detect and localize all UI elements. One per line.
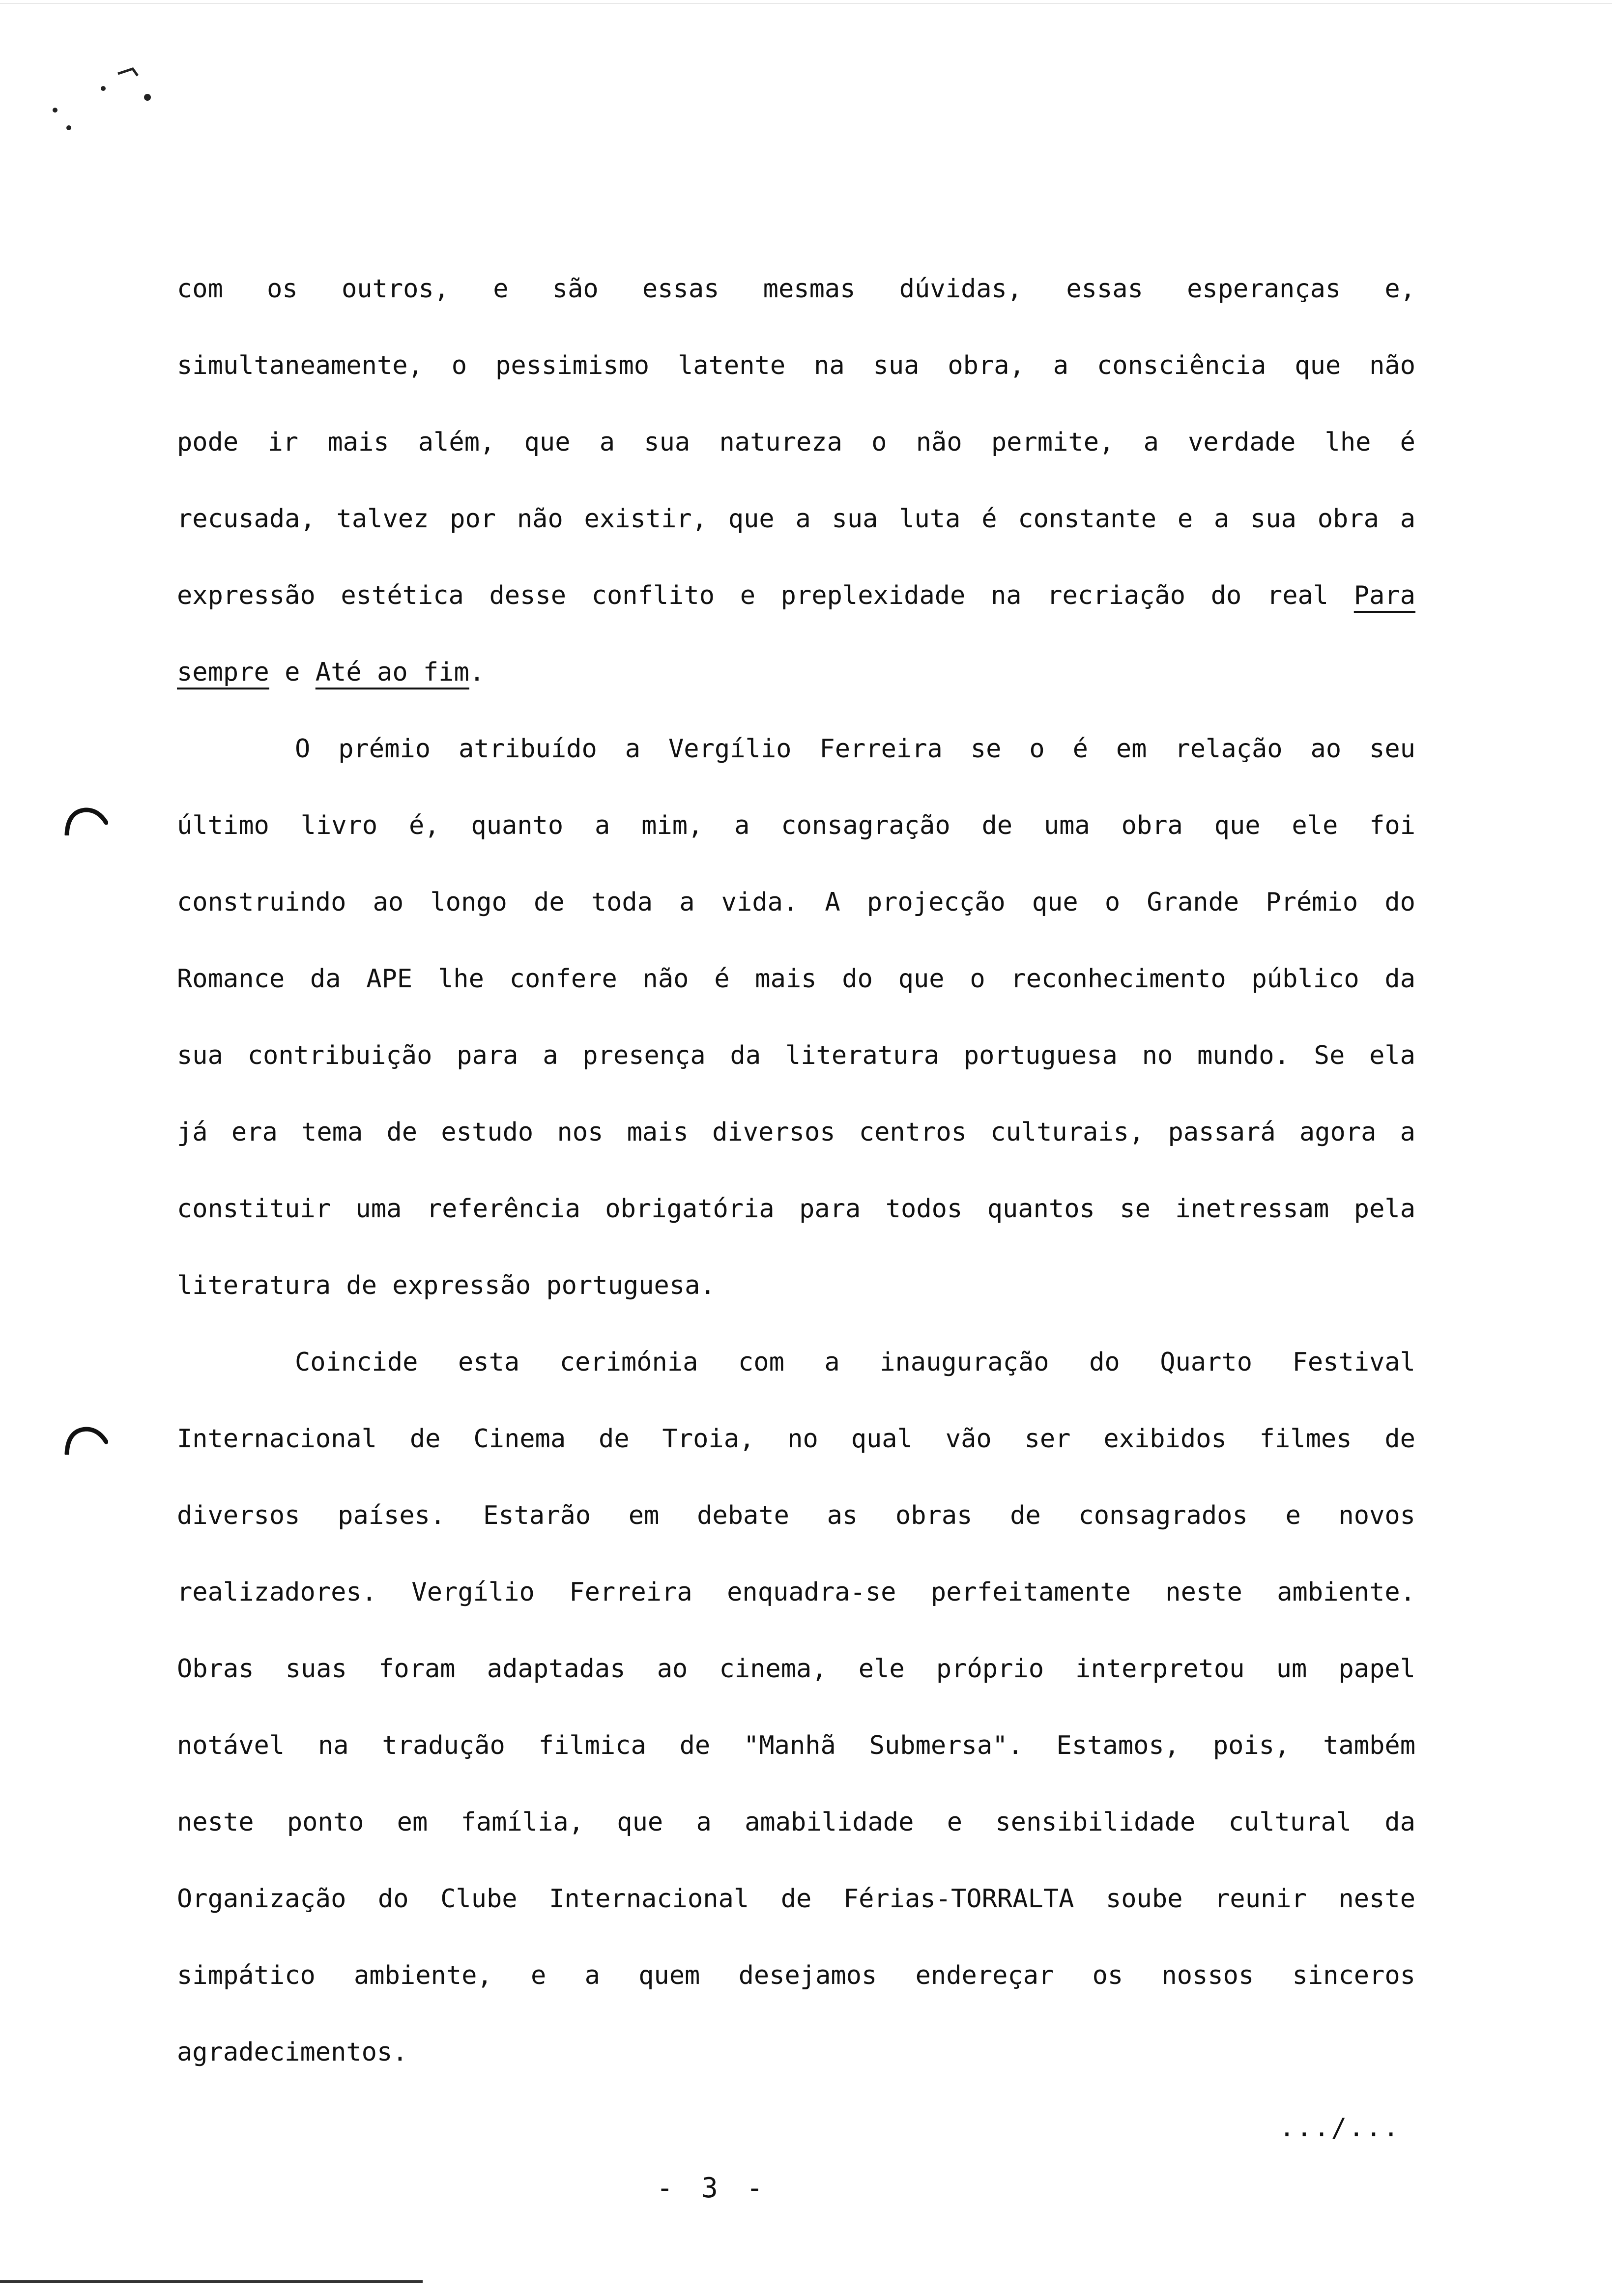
page-number: - 3 - [656,2172,769,2204]
book-title-ate-ao-fim: Até ao fim [315,658,469,687]
text-line: agradecimentos. [177,2038,408,2067]
text-line: Obras suas foram adaptadas ao cinema, ele próprio interpretou um papel [177,1654,1415,1684]
text-fragment: . [469,658,485,687]
text-line: O prémio atribuído a Vergílio Ferreira se o é em relação ao seu [295,734,1415,764]
text-line [177,557,1415,634]
text-line: notável na tradução filmica de "Manhã Submersa". Estamos, pois, também [177,1731,1415,1760]
text-line: com os outros, e são essas mesmas dúvidas, essas esperanças e, [177,274,1415,304]
margin-mark-icon [64,1425,108,1455]
text-line: construindo ao longo de toda a vida. A projecção que o Grande Prémio do [177,888,1415,917]
scan-top-edge [0,3,1612,4]
text-line: literatura de expressão portuguesa. [177,1271,716,1300]
book-title-para-sempre-part: Para [1353,581,1415,610]
text-line: Romance da APE lhe confere não é mais do que o reconhecimento público da [177,964,1415,994]
text-line: neste ponto em família, que a amabilidade e sensibilidade cultural da [177,1808,1415,1837]
book-title-para-sempre-part: sempre [177,658,269,687]
text-fragment: expressão estética desse conflito e preplexidade na recriação do real [177,581,1329,610]
paragraph-3 [177,1324,1415,2091]
paragraph-1 [177,251,1415,711]
text-line: Internacional de Cinema de Troia, no qual vão ser exibidos filmes de [177,1424,1415,1454]
text-line: já era tema de estudo nos mais diversos centros culturais, passará agora a [177,1118,1415,1147]
scan-bottom-edge [0,2280,423,2283]
text-line: diversos países. Estarão em debate as obras de consagrados e novos [177,1501,1415,1530]
text-line: Coincide esta cerimónia com a inauguração do Quarto Festival [295,1348,1415,1377]
paragraph-2 [177,711,1415,1324]
text-fragment: e [285,658,300,687]
text-line: simpático ambiente, e a quem desejamos endereçar os nossos sinceros [177,1961,1415,1990]
text-line: recusada, talvez por não existir, que a sua luta é constante e a sua obra a [177,504,1415,534]
text-line: Organização do Clube Internacional de Férias-TORRALTA soube reunir neste [177,1884,1415,1914]
continuation-marker: .../... [1279,2113,1401,2143]
text-line: simultaneamente, o pessimismo latente na sua obra, a consciência que não [177,351,1415,380]
text-line: pode ir mais além, que a sua natureza o não permite, a verdade lhe é [177,428,1415,457]
text-line: realizadores. Vergílio Ferreira enquadra-se perfeitamente neste ambiente. [177,1578,1415,1607]
text-line: último livro é, quanto a mim, a consagração de uma obra que ele foi [177,811,1415,840]
margin-mark-icon [64,806,108,835]
scan-specks [44,59,172,147]
text-line: constituir uma referência obrigatória para todos quantos se inetressam pela [177,1194,1415,1224]
text-line: sua contribuição para a presença da literatura portuguesa no mundo. Se ela [177,1041,1415,1070]
text-line [177,634,1415,711]
